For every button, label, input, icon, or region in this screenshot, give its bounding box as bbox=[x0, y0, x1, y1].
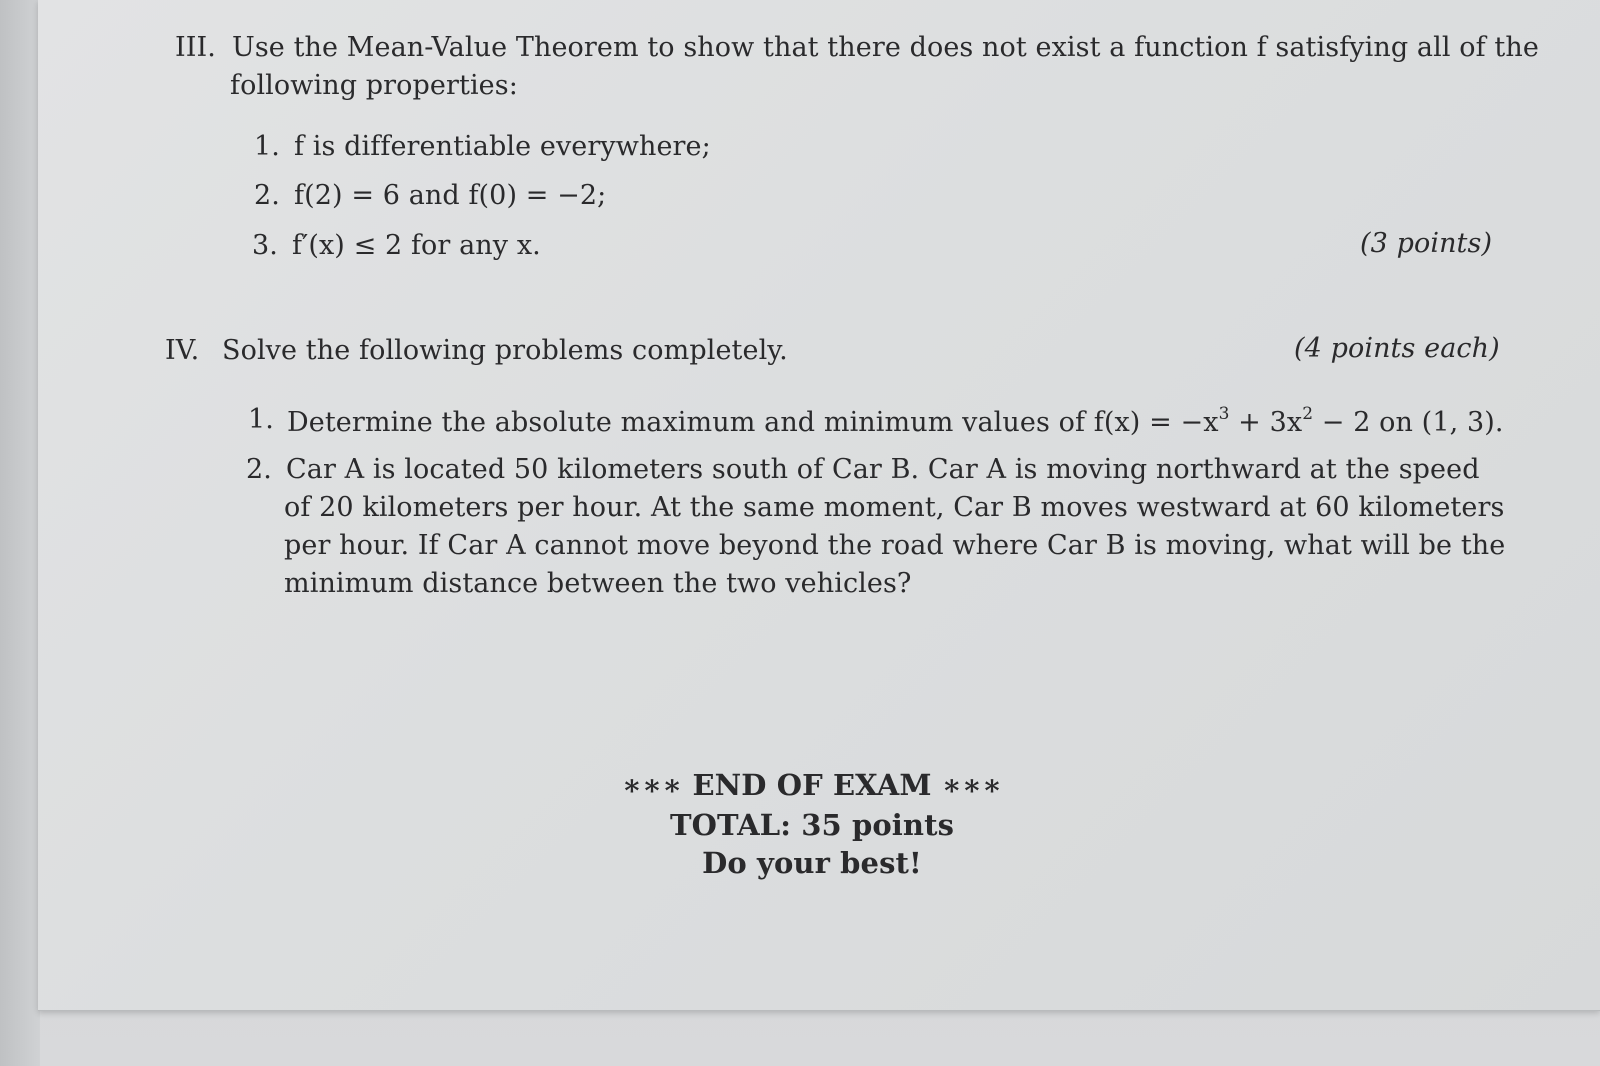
section4-points: (4 points each) bbox=[1294, 333, 1500, 364]
problem2-line1: Car A is located 50 kilometers south of Car B. Car A is moving northward at the speed bbox=[286, 454, 1480, 485]
section3-item3-num: 3. bbox=[252, 230, 278, 261]
problem1-text-before: Determine the absolute maximum and minimum values of f(x) = −x bbox=[287, 407, 1219, 438]
section3-item3-text: f′(x) ≤ 2 for any x. bbox=[292, 230, 541, 261]
problem2-line4: minimum distance between the two vehicles? bbox=[284, 568, 912, 599]
exam-page bbox=[38, 0, 1600, 1011]
end-of-exam: ∗∗∗ END OF EXAM ∗∗∗ bbox=[621, 768, 1003, 802]
problem1-text-after: − 2 on (1, 3). bbox=[1313, 407, 1504, 438]
closing-remark: Do your best! bbox=[702, 846, 922, 880]
section4-numeral: IV. bbox=[165, 335, 200, 366]
section4-intro: Solve the following problems completely. bbox=[222, 335, 788, 366]
section3-intro-line2: following properties: bbox=[230, 70, 518, 101]
problem2-num: 2. bbox=[246, 454, 272, 485]
section3-item1-num: 1. bbox=[254, 131, 280, 162]
section3-item2-num: 2. bbox=[254, 180, 280, 211]
section3-item1-text: f is differentiable everywhere; bbox=[294, 131, 711, 162]
page-edge-shadow bbox=[0, 0, 40, 1066]
total-points: TOTAL: 35 points bbox=[669, 808, 955, 842]
problem1-text bbox=[287, 404, 1504, 438]
problem1-text-mid: + 3x bbox=[1229, 407, 1303, 438]
problem1-exponent-2: 2 bbox=[1302, 404, 1314, 424]
section3-item2-text: f(2) = 6 and f(0) = −2; bbox=[294, 180, 607, 211]
problem2-line3: per hour. If Car A cannot move beyond the road where Car B is moving, what will be the bbox=[284, 530, 1506, 561]
problem1-num: 1. bbox=[248, 404, 274, 435]
section3-intro-line1: Use the Mean-Value Theorem to show that there does not exist a function f satisfying all of the bbox=[232, 32, 1539, 63]
problem1-exponent-3: 3 bbox=[1218, 404, 1230, 424]
section3-points: (3 points) bbox=[1360, 228, 1493, 259]
problem2-line2: of 20 kilometers per hour. At the same moment, Car B moves westward at 60 kilometers bbox=[284, 492, 1505, 523]
section3-numeral: III. bbox=[175, 32, 216, 63]
